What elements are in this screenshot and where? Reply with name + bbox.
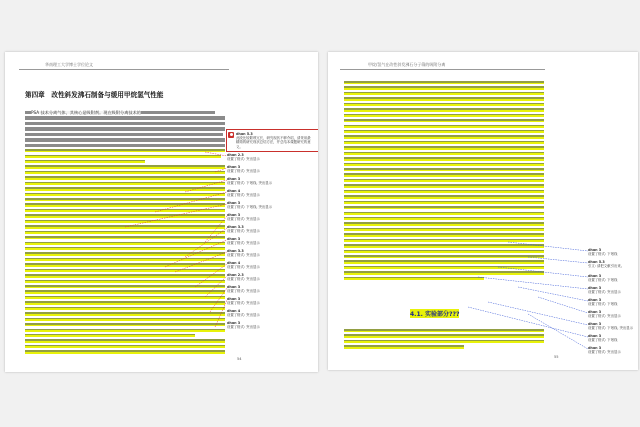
comment-author: dhan 3 xyxy=(227,201,241,205)
comment-text: 设置了格式: 下划线, 突出显示 xyxy=(588,326,634,331)
comment-text: 设置了格式: 下划线, 突出显示 xyxy=(227,205,273,210)
comment-author: dhan 4 xyxy=(227,309,241,313)
page-header: 甲烷/氢气在改性斜发沸石分子筛的吸附分离 xyxy=(368,62,446,67)
comment-text: 设置了格式: 突出显示 xyxy=(227,229,260,234)
comment-author: dhan 3 xyxy=(588,286,602,290)
comment-author: dhan 3 xyxy=(588,322,602,326)
comment-author: dhan 3 xyxy=(227,297,241,301)
comment-link-lines xyxy=(5,52,318,372)
chapter-title: 第四章 改性斜发沸石制备与缓用甲烷氢气性能 xyxy=(25,91,164,99)
page-header: 华南理工大学博士学位论文 xyxy=(45,62,93,67)
comment-text: 设置了格式: 突出显示 xyxy=(227,325,260,330)
comment-text: 设置了格式: 突出显示 xyxy=(227,277,260,282)
comment-text: 设置了格式: 突出显示 xyxy=(588,290,621,295)
comment-text: 设置了格式: 突出显示 xyxy=(227,265,260,270)
comment-link-lines xyxy=(328,52,638,370)
comment-text: 设置了格式: 突出显示 xyxy=(227,313,260,318)
comment-author: dhan 3 xyxy=(588,274,602,278)
comment-author: dhan 3 xyxy=(227,285,241,289)
comment-text: 设置了格式: 下划线 xyxy=(588,338,618,343)
comment-text: 设置了格式: 突出显示 xyxy=(227,157,260,162)
comment-author: dhan 5.3 xyxy=(588,260,605,264)
comment-text: 设置了格式: 下划线 xyxy=(588,252,618,257)
comment-text: 设置了格式: 下划线 xyxy=(588,302,618,307)
comment-author: dhan 2.3 xyxy=(227,153,244,157)
comment-author: dhan 3 xyxy=(227,321,241,325)
comment-author: dhan 3 xyxy=(227,237,241,241)
comment-author: dhan 3.3 xyxy=(227,225,244,229)
comment-text: 设置了格式: 突出显示 xyxy=(227,241,260,246)
comment-author: dhan 4 xyxy=(227,261,241,265)
comment-text: 设置了格式: 突出显示 xyxy=(227,289,260,294)
page-number: 55 xyxy=(554,355,559,359)
comment-author: dhan 3 xyxy=(588,298,602,302)
comment-author: dhan 3 xyxy=(588,334,602,338)
comment-text: 设置了格式: 下划线 xyxy=(588,278,618,283)
right-page xyxy=(328,52,638,370)
comment-author: dhan 3 xyxy=(227,177,241,181)
comment-line: 此段比较繁琐冗长，研究现状不够介绍，请采用最 xyxy=(236,136,311,141)
comment-author: dhan 4 xyxy=(227,189,241,193)
comment-text: 设置了格式: 突出显示 xyxy=(227,169,260,174)
first-paragraph-line: PSA 技术分离气体，其核心是吸附剂。现在吸附分离技术的 xyxy=(31,110,141,115)
comment-author: dhan 3 xyxy=(227,165,241,169)
comment-text: 设置了格式: 突出显示 xyxy=(227,301,260,306)
comment-author: dhan 3 xyxy=(227,213,241,217)
section-title: 4.1. 实验部分??? xyxy=(410,311,460,318)
comment-author: dhan 5.3 xyxy=(236,132,253,136)
comment-author: dhan 3 xyxy=(588,346,602,350)
comment-text: 设置了格式: 突出显示 xyxy=(227,253,260,258)
left-page xyxy=(5,52,318,372)
comment-text: 设置了格式: 突出显示 xyxy=(588,350,621,355)
comment-author: dhan 3 xyxy=(588,310,602,314)
comment-author: dhan 3.3 xyxy=(227,249,244,253)
comment-line: 精简的研究现状总结方法，并总结本课题研究的意义。 xyxy=(236,140,311,149)
comment-text: 设置了格式: 突出显示 xyxy=(227,193,260,198)
comment-text: 引文: 请把文献引出来。 xyxy=(588,264,625,269)
comment-text: 设置了格式: 突出显示 xyxy=(588,314,621,319)
comment-text: 设置了格式: 突出显示 xyxy=(227,217,260,222)
comment-text: 设置了格式: 下划线, 突出显示 xyxy=(227,181,273,186)
comment-author: dhan 3 xyxy=(588,248,602,252)
comment-author: dhan 2.3 xyxy=(227,273,244,277)
page-number: 54 xyxy=(237,357,242,361)
